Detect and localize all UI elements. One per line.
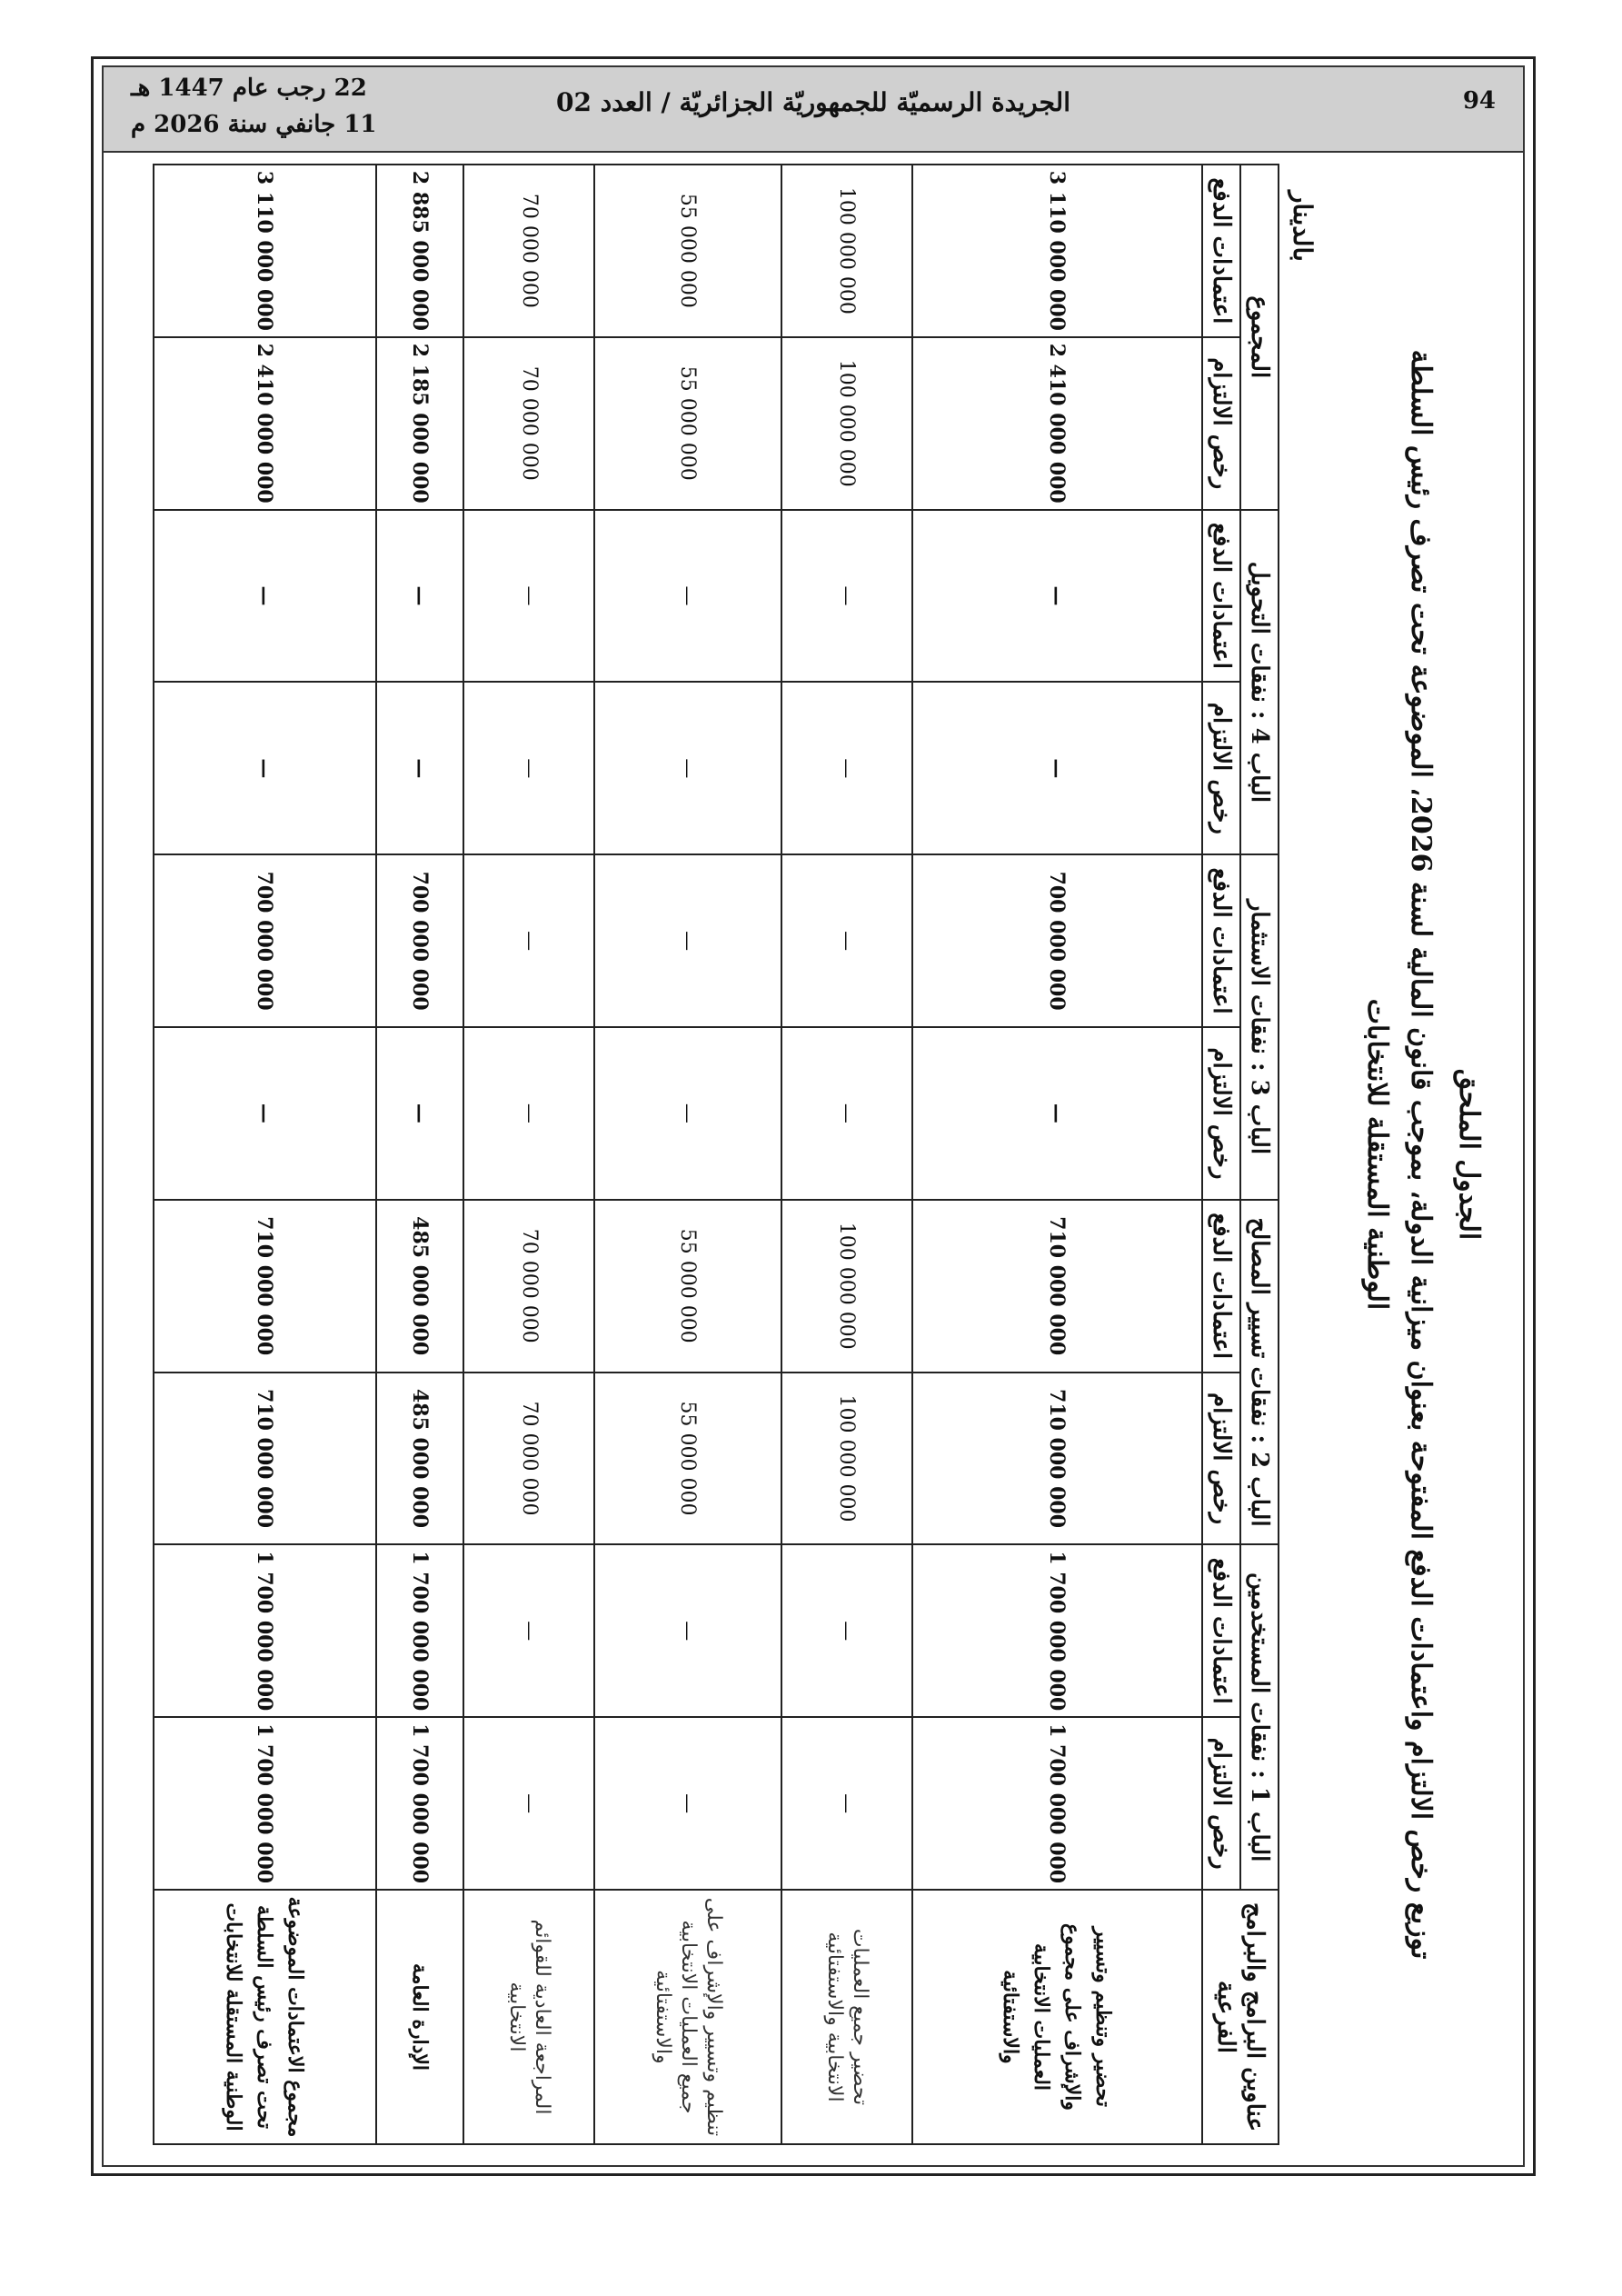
amount-cell: 710 000 000 [154, 1200, 376, 1373]
sub-ae: رخص الالتزام [1202, 1717, 1240, 1890]
amount-cell: — [912, 510, 1202, 683]
amount-cell: — [463, 1717, 594, 1890]
amount-cell: 2 185 000 000 [376, 337, 463, 510]
amount-cell: 3 110 000 000 [912, 165, 1202, 337]
amount-cell: 2 885 000 000 [376, 165, 463, 337]
header-chapter-1: الباب 1 : نفقات المستخدمين [1240, 1544, 1279, 1890]
amount-cell: — [463, 1544, 594, 1717]
amount-cell: 55 000 000 [594, 165, 781, 337]
header-chapter-3: الباب 3 : نفقات الاستثمار [1240, 854, 1279, 1200]
amount-cell: 1 700 000 000 [912, 1544, 1202, 1717]
amount-cell: 1 700 000 000 [154, 1544, 376, 1717]
amount-cell: — [594, 1027, 781, 1200]
amount-cell: 70 000 000 [463, 337, 594, 510]
amount-cell: 70 000 000 [463, 165, 594, 337]
sub-cp: اعتمادات الدفع [1202, 510, 1240, 683]
amount-cell: — [463, 854, 594, 1027]
header-programs: عناوين البرامج والبرامج الفرعية [1202, 1890, 1279, 2144]
amount-cell: 100 000 000 [781, 1200, 912, 1373]
amount-cell: — [463, 1027, 594, 1200]
amount-cell: 70 000 000 [463, 1200, 594, 1373]
amount-cell: — [154, 682, 376, 854]
sub-ae: رخص الالتزام [1202, 337, 1240, 510]
amount-cell: 55 000 000 [594, 1200, 781, 1373]
table-body [154, 165, 1202, 2144]
amount-cell: 710 000 000 [912, 1200, 1202, 1373]
sub-ae: رخص الالتزام [1202, 1027, 1240, 1200]
amount-cell: — [594, 510, 781, 683]
amount-cell: — [594, 1544, 781, 1717]
table-row [463, 165, 594, 2144]
amount-cell: 485 000 000 [376, 1373, 463, 1545]
amount-cell: — [781, 854, 912, 1027]
amount-cell: 700 000 000 [912, 854, 1202, 1027]
amount-cell: 3 110 000 000 [154, 165, 376, 337]
amount-cell: — [463, 510, 594, 683]
table-subheader-row [1202, 165, 1240, 2144]
amount-cell: — [376, 1027, 463, 1200]
amount-cell: 100 000 000 [781, 337, 912, 510]
page-header [104, 67, 1523, 153]
amount-cell: 2 410 000 000 [912, 337, 1202, 510]
header-chapter-4: الباب 4 : نفقات التحويل [1240, 510, 1279, 855]
amount-cell: 700 000 000 [376, 854, 463, 1027]
annex-heading: الجدول الملحق [1453, 1068, 1485, 1241]
amount-cell: — [594, 682, 781, 854]
sub-ae: رخص الالتزام [1202, 1373, 1240, 1545]
program-label: الإدارة العامة [376, 1890, 463, 2144]
amount-cell: — [781, 510, 912, 683]
rotated-annex [109, 164, 1490, 2145]
program-label: المراجعة العادية للقوائم الانتخابية [463, 1890, 594, 2144]
amount-cell: 1 700 000 000 [154, 1717, 376, 1890]
journal-title: الجريدة الرسميّة للجمهوريّة الجزائريّة / العدد 02 [556, 87, 1070, 117]
amount-cell: — [781, 1717, 912, 1890]
sub-cp: اعتمادات الدفع [1202, 165, 1240, 337]
amount-cell: 1 700 000 000 [912, 1717, 1202, 1890]
table-row [154, 165, 376, 2144]
amount-cell: 485 000 000 [376, 1200, 463, 1373]
table-row [912, 165, 1202, 2144]
date-hijri: 22 رجب عام 1447 هـ [131, 75, 367, 102]
date-gregorian: 11 جانفي سنة 2026 م [131, 111, 377, 138]
amount-cell: 55 000 000 [594, 1373, 781, 1545]
amount-cell: — [912, 682, 1202, 854]
program-label: تنظيم وتسيير والإشراف على جميع العمليات الانتخابية والاستفتائية [594, 1890, 781, 2144]
amount-cell: — [376, 510, 463, 683]
sub-cp: اعتمادات الدفع [1202, 1544, 1240, 1717]
amount-cell: — [376, 682, 463, 854]
amount-cell: 1 700 000 000 [376, 1717, 463, 1890]
program-label: مجموع الاعتمادات الموضوعة تحت تصرف رئيس السلطة الوطنية المستقلة للانتخابات [154, 1890, 376, 2144]
annex-caption [1290, 164, 1490, 2145]
amount-cell: 100 000 000 [781, 165, 912, 337]
currency-label: بالدينار [1288, 191, 1318, 262]
table-header-row [1240, 165, 1279, 2144]
sub-cp: اعتمادات الدفع [1202, 1200, 1240, 1373]
program-label: تحضير جميع العمليات الانتخابية والاستفتائية [781, 1890, 912, 2144]
amount-cell: 1 700 000 000 [376, 1544, 463, 1717]
amount-cell: 2 410 000 000 [154, 337, 376, 510]
amount-cell: — [912, 1027, 1202, 1200]
amount-cell: — [594, 854, 781, 1027]
sub-ae: رخص الالتزام [1202, 682, 1240, 854]
amount-cell: 70 000 000 [463, 1373, 594, 1545]
amount-cell: 55 000 000 [594, 337, 781, 510]
amount-cell: — [781, 682, 912, 854]
header-chapter-2: الباب 2 : نفقات تسيير المصالح [1240, 1200, 1279, 1545]
table-row [594, 165, 781, 2144]
budget-table [153, 164, 1279, 2145]
amount-cell: 700 000 000 [154, 854, 376, 1027]
amount-cell: — [781, 1544, 912, 1717]
table-row [781, 165, 912, 2144]
page-number: 94 [1462, 87, 1496, 115]
table-row [376, 165, 463, 2144]
amount-cell: — [781, 1027, 912, 1200]
amount-cell: — [594, 1717, 781, 1890]
amount-cell: 100 000 000 [781, 1373, 912, 1545]
header-total: المجموع [1240, 165, 1279, 510]
program-label: تحضير وتنظيم وتسيير والإشراف على مجموع العمليات الانتخابية والاستفتائية [912, 1890, 1202, 2144]
amount-cell: 710 000 000 [154, 1373, 376, 1545]
amount-cell: — [154, 1027, 376, 1200]
annex-description: توزيع رخص الالتزام واعتمادات الدفع المفتوحة بعنوان ميزانية الدولة، بموجب قانون المالية لسنة 2026، الموضوعة تحت تصرف رئيس السلطة الوطنية المستقلة للانتخابات [1361, 349, 1437, 1960]
amount-cell: — [463, 682, 594, 854]
amount-cell: 710 000 000 [912, 1373, 1202, 1545]
amount-cell: — [154, 510, 376, 683]
sub-cp: اعتمادات الدفع [1202, 854, 1240, 1027]
